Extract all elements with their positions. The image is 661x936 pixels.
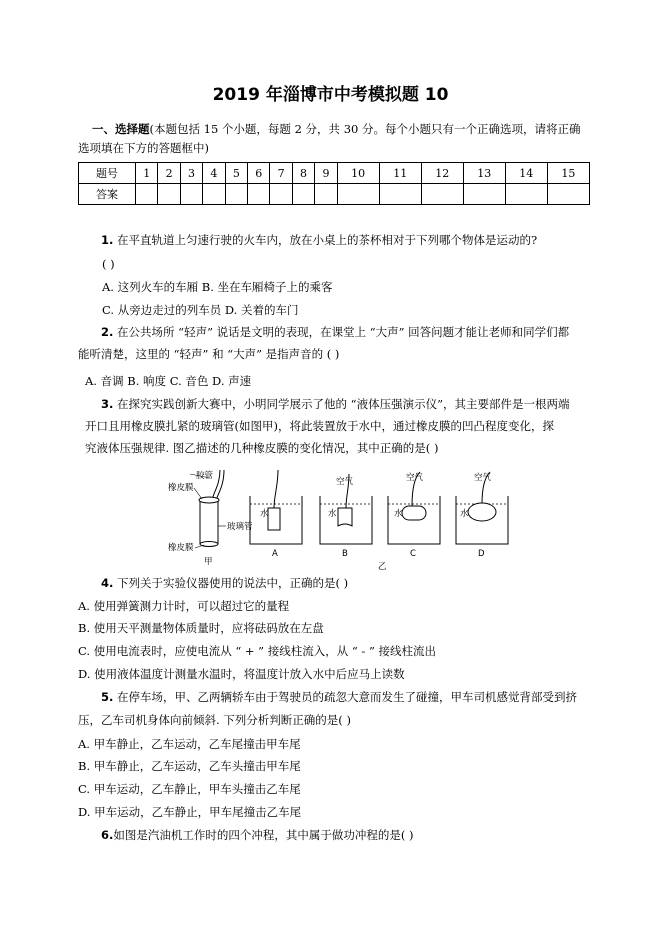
label-water: 水 — [328, 509, 337, 519]
label-membrane-bottom: 橡皮膜 — [168, 543, 194, 553]
label-air: 空气 — [336, 477, 354, 487]
question-number-cell: 4 — [203, 163, 225, 184]
question-text: 下列关于实验仪器使用的说法中，正确的是( ) — [117, 576, 349, 590]
question-6 — [101, 828, 414, 843]
panel-label: B — [342, 549, 348, 559]
question-number-cell: 3 — [180, 163, 202, 184]
option-a: A. 甲车静止，乙车运动，乙车尾撞击甲车尾 — [78, 737, 301, 751]
option-a: A. 使用弹簧测力计时，可以超过它的量程 — [78, 599, 290, 613]
label-yi: 乙 — [378, 562, 387, 571]
question-2 — [101, 325, 569, 340]
question-number-cell: 10 — [337, 163, 379, 184]
options-cd: C. 从旁边走过的列车员 D. 关着的车门 — [102, 303, 299, 317]
row-label-number: 题号 — [79, 163, 136, 184]
section-heading: 一、选择题 — [92, 122, 150, 136]
answer-cell[interactable] — [203, 184, 225, 205]
question-text: 在停车场，甲、乙两辆轿车由于驾驶员的疏忽大意而发生了碰撞，甲车司机感觉背部受到挤 — [117, 690, 578, 704]
question-number-cell: 13 — [463, 163, 505, 184]
answer-table — [78, 162, 590, 205]
instruction-line-1: (本题包括 15 个小题，每题 2 分，共 30 分。每个小题只有一个正确选项，请将正确 — [149, 122, 581, 136]
question-number-cell: 8 — [292, 163, 314, 184]
label-air: 空气 — [474, 473, 492, 483]
answer-cell[interactable] — [463, 184, 505, 205]
question-text-cont: 究液体压强规律. 图乙描述的几种橡皮膜的变化情况，其中正确的是( ) — [85, 441, 439, 455]
page-title: 2019 年淄博市中考模拟题 10 — [212, 85, 449, 105]
question-text-cont: 压，乙车司机身体向前倾斜. 下列分析判断正确的是( ) — [78, 713, 351, 727]
question-number: 4. — [101, 576, 114, 590]
question-number-cell: 5 — [225, 163, 247, 184]
label-air: 空气 — [406, 473, 424, 483]
answer-cell[interactable] — [337, 184, 379, 205]
answer-cell[interactable] — [270, 184, 292, 205]
option-c: C. 甲车运动，乙车静止，甲车头撞击乙车尾 — [78, 782, 301, 796]
instruction-line-2: 选项填在下方的答题框中) — [78, 141, 209, 155]
panel-label: C — [410, 549, 416, 559]
row-label-answer: 答案 — [79, 184, 136, 205]
answer-cell[interactable] — [547, 184, 589, 205]
option-d: D. 甲车运动，乙车静止，甲车尾撞击乙车尾 — [78, 805, 302, 819]
option-d: D. 使用液体温度计测量水温时，将温度计放入水中后应马上读数 — [78, 667, 405, 681]
panel-label: A — [272, 549, 278, 559]
label-jia: 甲 — [204, 557, 213, 567]
answer-table-header-row — [79, 163, 590, 184]
question-4 — [101, 576, 348, 591]
answer-cell[interactable] — [180, 184, 202, 205]
question-number-cell: 9 — [315, 163, 337, 184]
answer-cell[interactable] — [158, 184, 180, 205]
panel-a — [250, 470, 302, 559]
question-number: 2. — [101, 325, 114, 339]
label-membrane-top: 橡皮膜 — [168, 483, 194, 493]
panel-label: D — [478, 549, 485, 559]
label-water: 水 — [394, 509, 403, 519]
question-number-cell: 14 — [505, 163, 547, 184]
question-text: 如图是汽油机工作时的四个冲程，其中属于做功冲程的是( ) — [113, 828, 414, 842]
question-number: 3. — [101, 397, 114, 411]
label-water: 水 — [460, 509, 469, 519]
question-5 — [101, 690, 577, 705]
answer-paren: ( ) — [102, 257, 115, 271]
option-b: B. 甲车静止，乙车运动，乙车头撞击甲车尾 — [78, 759, 301, 773]
question-number-cell: 11 — [379, 163, 421, 184]
answer-table-answer-row — [79, 184, 590, 205]
panel-d — [456, 472, 508, 559]
section-instruction — [92, 122, 581, 137]
question-number-cell: 12 — [421, 163, 463, 184]
question-1 — [101, 233, 537, 248]
question-number: 5. — [101, 690, 114, 704]
question-text: 在平直轨道上匀速行驶的火车内，放在小桌上的茶杯相对于下列哪个物体是运动的? — [117, 233, 538, 247]
option-b: B. 使用天平测量物体质量时，应将砝码放在左盘 — [78, 621, 324, 635]
answer-cell[interactable] — [225, 184, 247, 205]
panel-b — [320, 474, 372, 559]
glass-tube-shape — [200, 500, 218, 544]
question-3 — [101, 397, 569, 412]
question-text-cont: 能听清楚，这里的 “轻声” 和 “大声” 是指声音的 ( ) — [78, 347, 340, 361]
question-number-cell: 7 — [270, 163, 292, 184]
answer-cell[interactable] — [379, 184, 421, 205]
answer-cell[interactable] — [505, 184, 547, 205]
question-text: 在探究实践创新大赛中，小明同学展示了他的 “液体压强演示仪”，其主要部件是一根两端 — [117, 397, 570, 411]
pressure-demonstrator-figure — [150, 466, 520, 571]
answer-cell[interactable] — [315, 184, 337, 205]
option-c: C. 使用电流表时，应使电流从 “ + ” 接线柱流入，从 “ - ” 接线柱流出 — [78, 644, 436, 658]
answer-cell[interactable] — [136, 184, 158, 205]
label-water: 水 — [260, 509, 269, 519]
question-number-cell: 6 — [248, 163, 270, 184]
question-number: 6. — [101, 828, 114, 842]
label-glass-tube: 玻璃管 — [227, 522, 253, 532]
question-number-cell: 2 — [158, 163, 180, 184]
question-number-cell: 15 — [547, 163, 589, 184]
panel-c — [388, 472, 440, 559]
question-number-cell: 1 — [136, 163, 158, 184]
apparatus-jia — [168, 470, 253, 567]
label-hose: 胶管 — [196, 471, 214, 481]
question-number: 1. — [101, 233, 114, 247]
options-ab: A. 这列火车的车厢 B. 坐在车厢椅子上的乘客 — [102, 280, 333, 294]
answer-cell[interactable] — [421, 184, 463, 205]
answer-cell[interactable] — [248, 184, 270, 205]
answer-cell[interactable] — [292, 184, 314, 205]
options: A. 音调 B. 响度 C. 音色 D. 声速 — [85, 374, 252, 388]
question-text: 在公共场所 “轻声” 说话是文明的表现，在课堂上 “大声” 回答问题才能让老师和同学们都 — [117, 325, 570, 339]
question-text-cont: 开口且用橡皮膜扎紧的玻璃管(如图甲)，将此装置放于水中，通过橡皮膜的凹凸程度变化，探 — [85, 419, 554, 433]
